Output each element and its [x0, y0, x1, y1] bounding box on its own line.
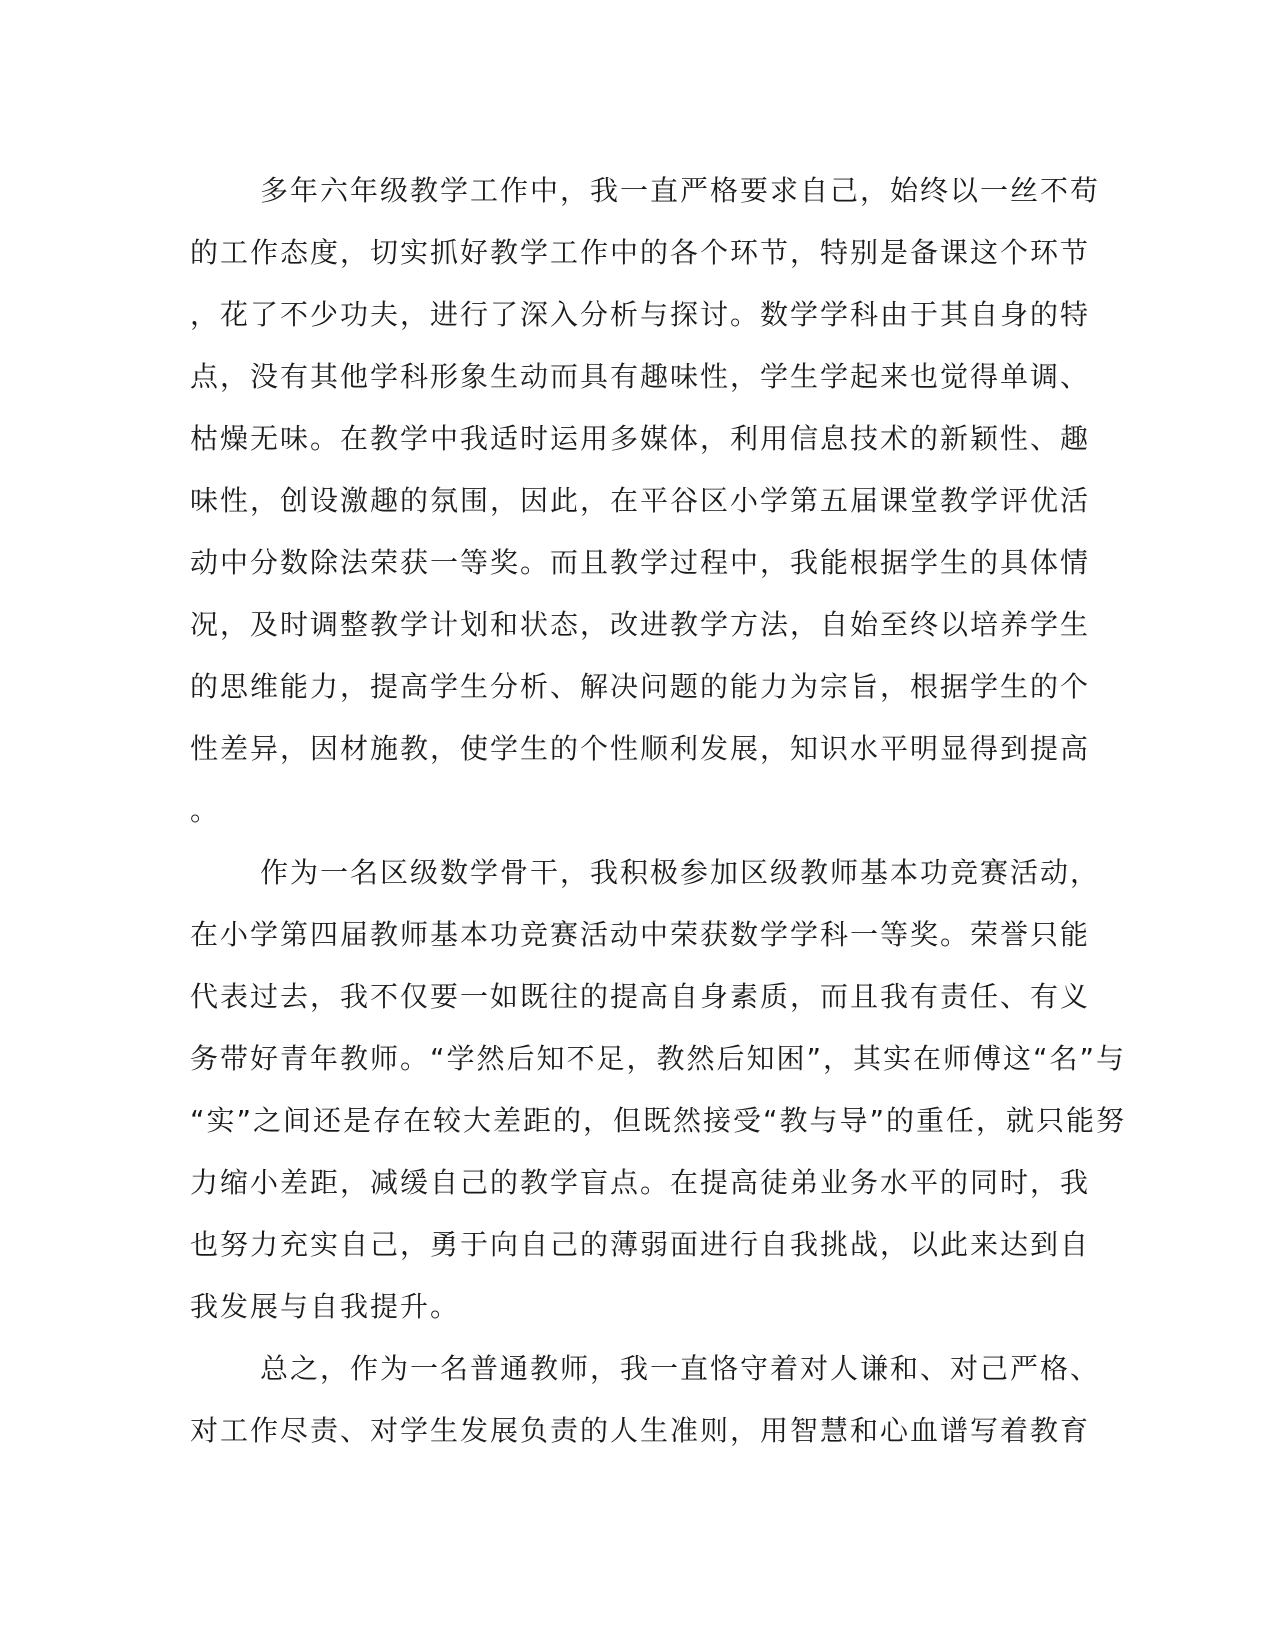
- paragraph-1: [190, 160, 1101, 842]
- text-line: 的工作态度，切实抓好教学工作中的各个环节，特别是备课这个环节: [190, 236, 1091, 269]
- text-line: 的思维能力，提高学生分析、解决问题的能力为宗旨，根据学生的个: [190, 670, 1091, 703]
- text-line: 也努力充实自己，勇于向自己的薄弱面进行自我挑战，以此来达到自: [190, 1228, 1091, 1261]
- text-line: 多年六年级教学工作中，我一直严格要求自己，始终以一丝不苟: [260, 174, 1101, 207]
- text-line: 况，及时调整教学计划和状态，改进教学方法，自始至终以培养学生: [190, 608, 1091, 641]
- paragraph-3: [190, 1338, 1101, 1462]
- text-line: 我发展与自我提升。: [190, 1290, 461, 1323]
- text-line: ，花了不少功夫，进行了深入分析与探讨。数学学科由于其自身的特: [190, 298, 1091, 331]
- text-line: 总之，作为一名普通教师，我一直恪守着对人谦和、对己严格、: [260, 1352, 1101, 1385]
- text-line: “实”之间还是存在较大差距的，但既然接受“教与导”的重任，就只能努: [190, 1104, 1127, 1137]
- text-line: 点，没有其他学科形象生动而具有趣味性，学生学起来也觉得单调、: [190, 360, 1091, 393]
- text-line: 性差异，因材施教，使学生的个性顺利发展，知识水平明显得到提高: [190, 732, 1091, 765]
- text-line: 作为一名区级数学骨干，我积极参加区级教师基本功竞赛活动，: [260, 856, 1101, 889]
- text-line: 对工作尽责、对学生发展负责的人生准则，用智慧和心血谱写着教育: [190, 1414, 1091, 1447]
- text-line: 动中分数除法荣获一等奖。而且教学过程中，我能根据学生的具体情: [190, 546, 1091, 579]
- text-line: 。: [190, 794, 221, 827]
- text-line: 务带好青年教师。“学然后知不足，教然后知困”，其实在师傅这“名”与: [190, 1042, 1127, 1075]
- document-body: [190, 160, 1127, 1462]
- text-line: 在小学第四届教师基本功竞赛活动中荣获数学学科一等奖。荣誉只能: [190, 918, 1091, 951]
- paragraph-2: [190, 842, 1127, 1338]
- text-line: 味性，创设激趣的氛围，因此，在平谷区小学第五届课堂教学评优活: [190, 484, 1091, 517]
- text-line: 力缩小差距，减缓自己的教学盲点。在提高徒弟业务水平的同时，我: [190, 1166, 1091, 1199]
- text-line: 枯燥无味。在教学中我适时运用多媒体，利用信息技术的新颖性、趣: [190, 422, 1091, 455]
- text-line: 代表过去，我不仅要一如既往的提高自身素质，而且我有责任、有义: [190, 980, 1091, 1013]
